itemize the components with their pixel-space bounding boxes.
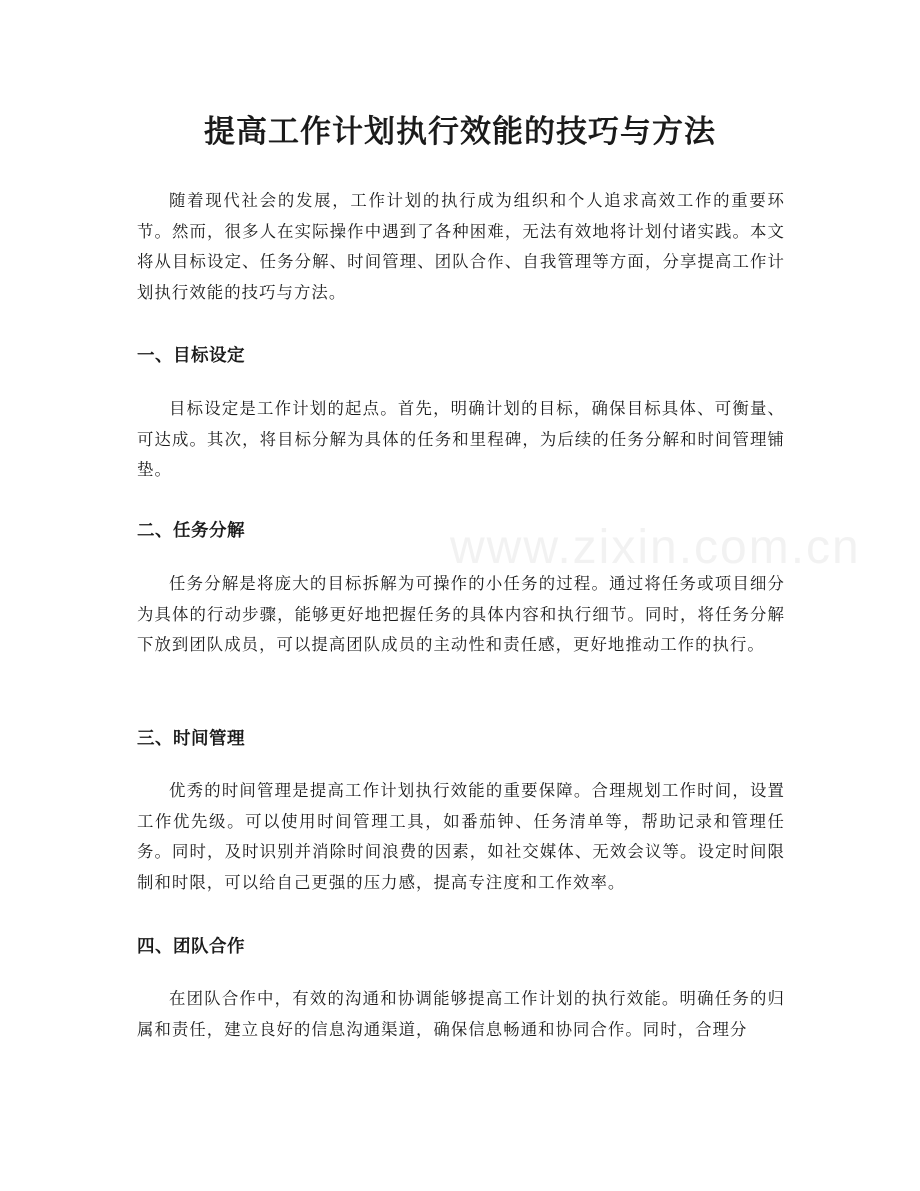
section-body-teamwork: 在团队合作中，有效的沟通和协调能够提高工作计划的执行效能。明确任务的归属和责任，建立良好的信息沟通渠道，确保信息畅通和协同合作。同时，合理分 — [137, 989, 785, 1039]
section-heading-time-management: 三、时间管理 — [137, 729, 245, 749]
intro-paragraph: 随着现代社会的发展，工作计划的执行成为组织和个人追求高效工作的重要环节。然而，很多人在实际操作中遇到了各种困难，无法有效地将计划付诸实践。本文将从目标设定、任务分解、时间管理、团队合作、自我管理等方面，分享提高工作计划执行效能的技巧与方法。 — [137, 191, 785, 302]
section-heading-task-breakdown: 二、任务分解 — [137, 521, 245, 541]
section-body-time-management: 优秀的时间管理是提高工作计划执行效能的重要保障。合理规划工作时间，设置工作优先级。可以使用时间管理工具，如番茄钟、任务清单等，帮助记录和管理任务。同时，及时识别并消除时间浪费的因素，如社交媒体、无效会议等。设定时间限制和时限，可以给自己更强的压力感，提高专注度和工作效率。 — [137, 781, 785, 892]
section-heading-goal-setting: 一、目标设定 — [137, 346, 245, 366]
section-body-goal-setting: 目标设定是工作计划的起点。首先，明确计划的目标，确保目标具体、可衡量、可达成。其次，将目标分解为具体的任务和里程碑，为后续的任务分解和时间管理铺垫。 — [137, 399, 785, 479]
document-title: 提高工作计划执行效能的技巧与方法 — [204, 114, 716, 150]
section-body-task-breakdown: 任务分解是将庞大的目标拆解为可操作的小任务的过程。通过将任务或项目细分为具体的行动步骤，能够更好地把握任务的具体内容和执行细节。同时，将任务分解下放到团队成员，可以提高团队成员的主动性和责任感，更好地推动工作的执行。 — [137, 574, 785, 654]
watermark: www.zixin.com.cn — [450, 521, 861, 574]
section-heading-teamwork: 四、团队合作 — [137, 937, 245, 957]
